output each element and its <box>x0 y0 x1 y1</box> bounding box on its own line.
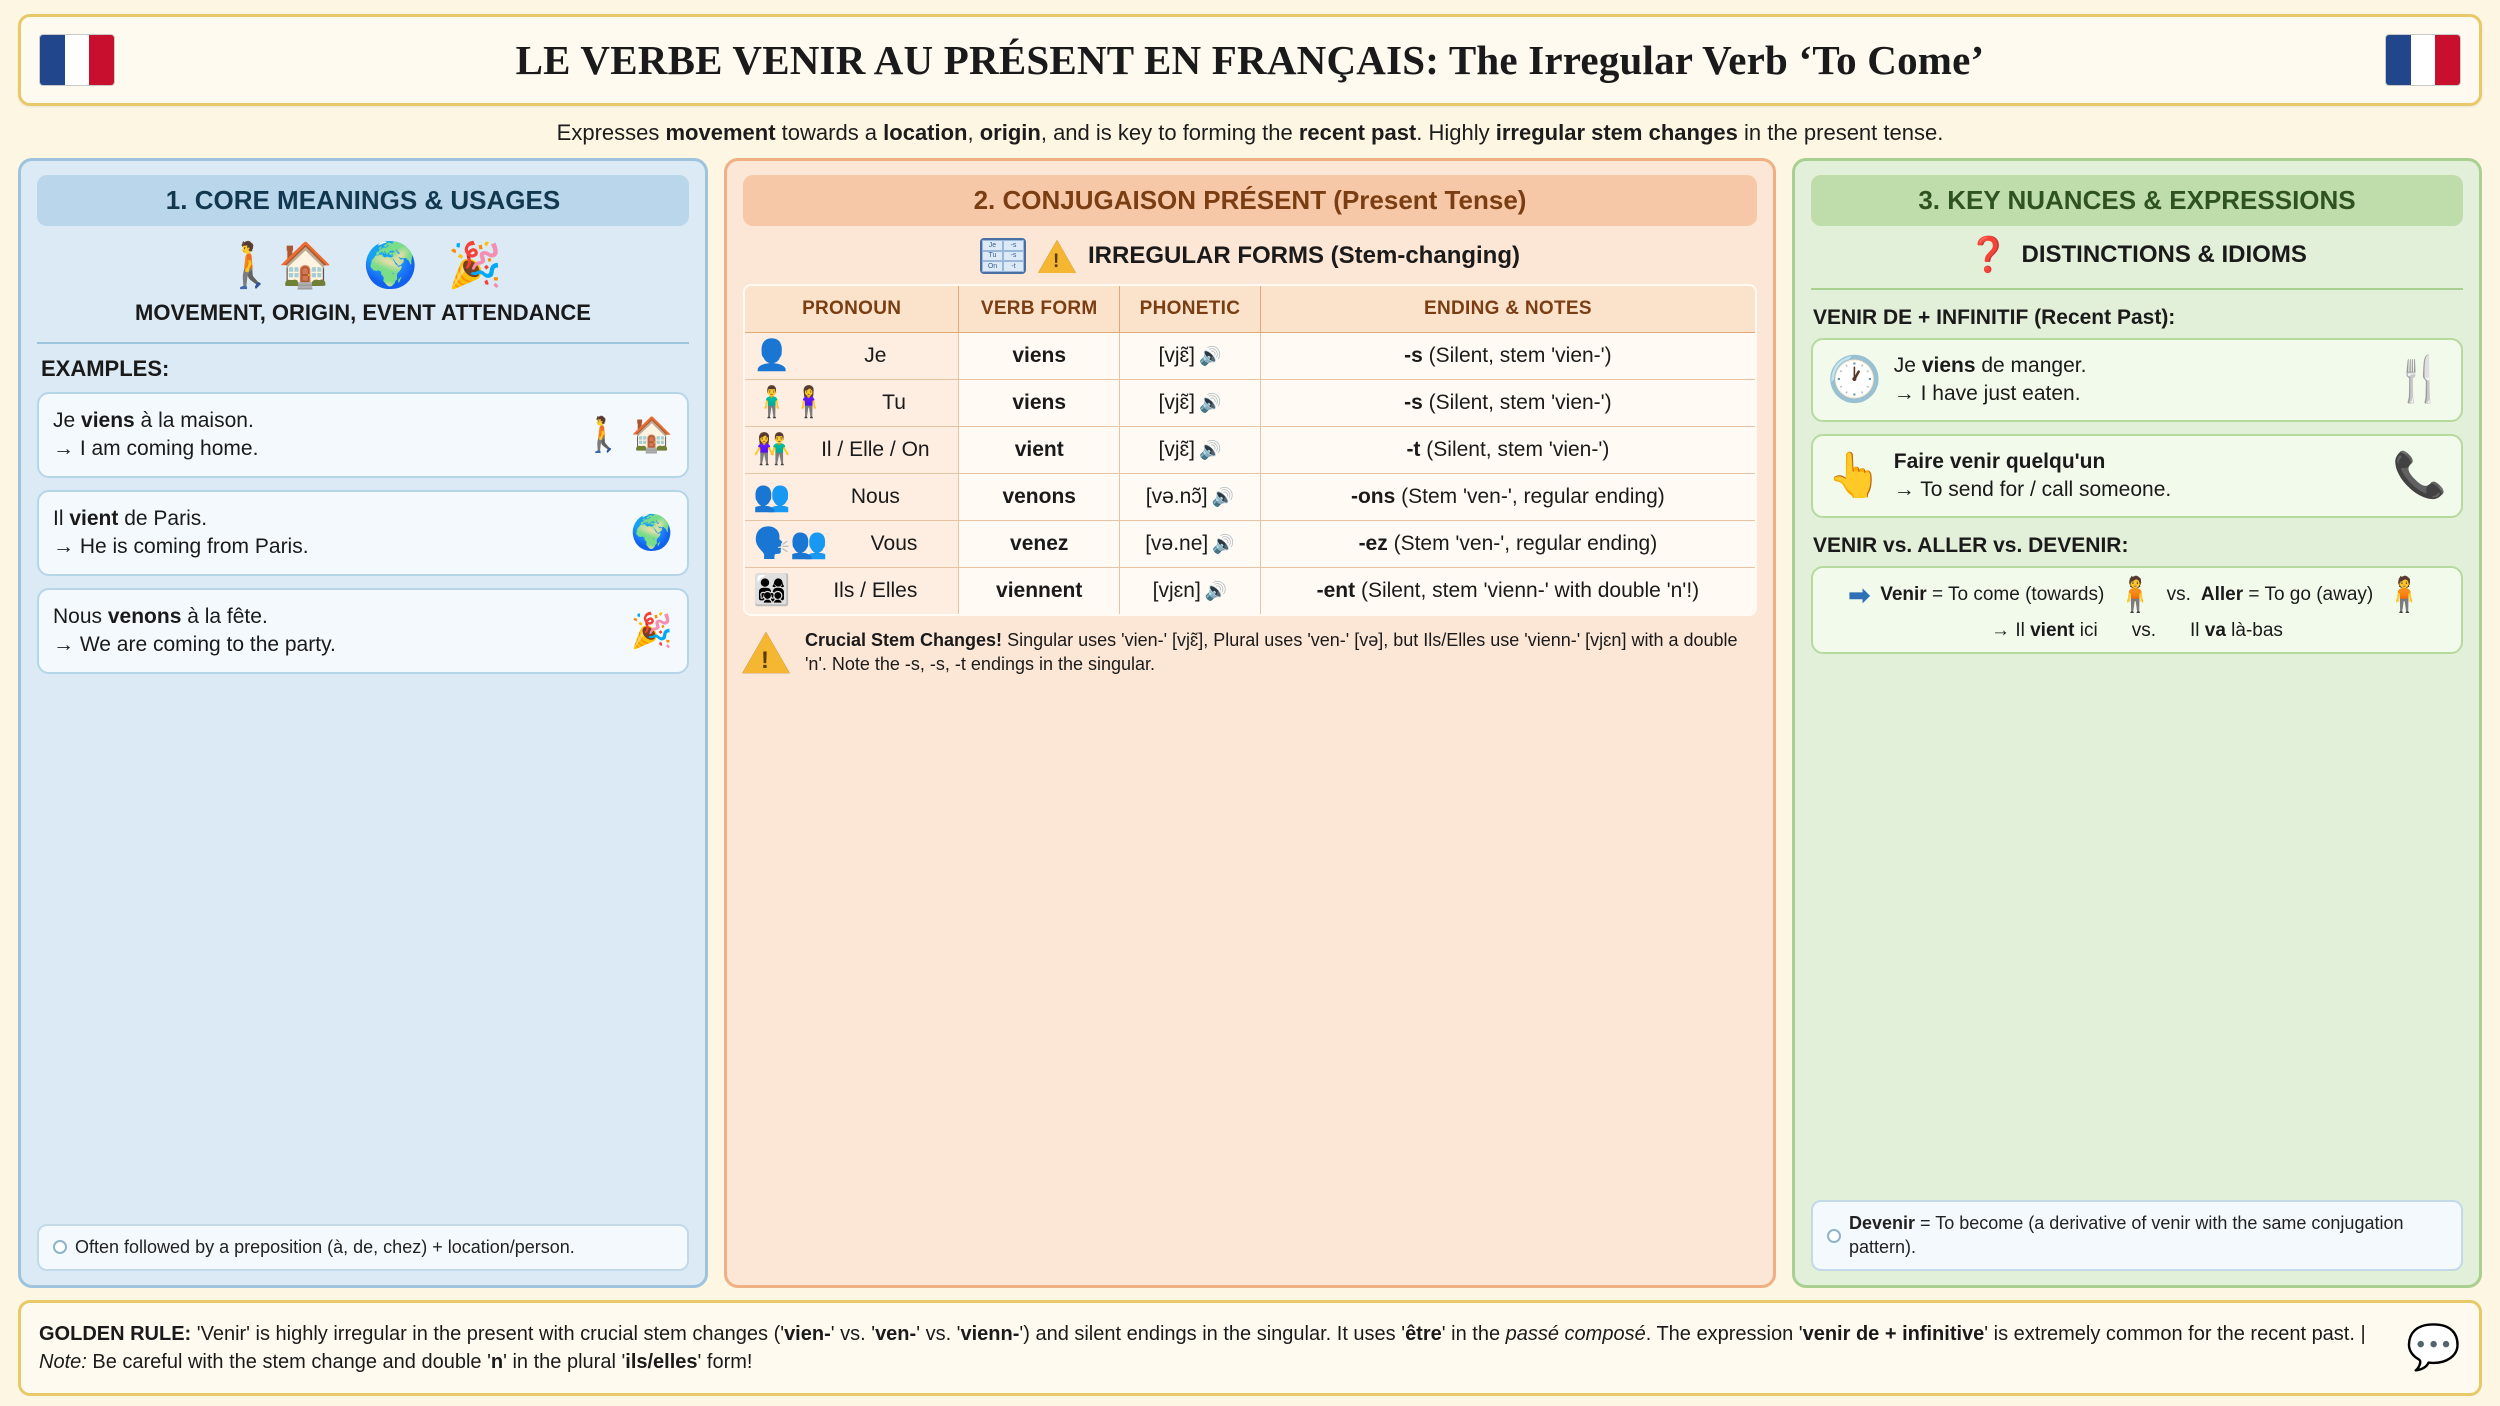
speaker-icon[interactable]: 🔊 <box>1211 487 1235 507</box>
cell-verb-form: vient <box>959 427 1120 474</box>
vs-example-right: Il va là-bas <box>2189 620 2283 641</box>
column1-icon-row <box>37 241 689 290</box>
cell-phonetic <box>1120 380 1261 427</box>
table-grid-icon: Je -s Tu -s On -t <box>980 238 1026 274</box>
example-fr-post: de Paris. <box>118 507 208 531</box>
warning-triangle-icon <box>742 632 790 673</box>
speaker-icon[interactable]: 🔊 <box>1198 346 1222 366</box>
cell-phonetic <box>1120 333 1261 380</box>
speaker-icon[interactable]: 🔊 <box>1204 581 1228 601</box>
pronoun-label: Il / Elle / On <box>821 438 930 461</box>
notes-rest: (Silent, stem 'vien-') <box>1422 343 1612 367</box>
distinctions-header <box>1811 238 2463 272</box>
cell-phonetic <box>1120 474 1261 521</box>
example-text <box>53 407 258 462</box>
venir-bold: Venir <box>1880 584 1927 606</box>
vs-example-left: → Il vient ici <box>1991 620 2098 641</box>
cell-verb-form: venons <box>959 474 1120 521</box>
speaker-icon[interactable]: 🔊 <box>1198 393 1222 413</box>
notes-bold: -t <box>1406 437 1421 461</box>
pronoun-label: Vous <box>870 532 918 555</box>
vs-comparison-row <box>1825 578 2449 612</box>
grey-person-icon: 🧍 <box>2383 576 2426 614</box>
distinctions-label: DISTINCTIONS & IDIOMS <box>2021 241 2307 268</box>
example-icons <box>631 516 673 550</box>
walking-person-icon: 🚶 <box>582 416 625 454</box>
notes-rest: (Stem 'ven-', regular ending) <box>1395 484 1665 508</box>
phonetic-text: [vjɛ̃] <box>1158 438 1195 461</box>
subtitle-part: , <box>967 120 980 145</box>
phonetic-text: [vjɛn] <box>1152 579 1201 602</box>
vs-example-row <box>1825 620 2449 642</box>
golden-rule-label: GOLDEN RULE: <box>39 1322 192 1345</box>
example-fr-bold: venons <box>107 605 182 629</box>
aller-bold: Aller <box>2200 584 2244 606</box>
cell-notes <box>1260 568 1756 616</box>
title-bar <box>18 14 2482 106</box>
column-header-pronoun: PRONOUN <box>744 285 959 333</box>
subtitle-bold: irregular stem changes <box>1495 120 1738 145</box>
column-header-phonetic: PHONETIC <box>1120 285 1261 333</box>
devenir-rest: = To become (a derivative of venir with the same conjugation pattern). <box>1849 1213 2404 1257</box>
column-core-meanings <box>18 158 708 1288</box>
subtitle-part: in the present tense. <box>1737 120 1944 145</box>
devenir-bold: Devenir <box>1849 1213 1916 1234</box>
venir-block <box>1880 583 2104 607</box>
ringing-phone-icon: 📞 <box>2392 451 2447 500</box>
example-translation: → We are coming to the party. <box>53 633 336 656</box>
party-popper-icon: 🎉 <box>447 241 503 290</box>
subtitle-bold: location <box>883 120 968 145</box>
example-fr-pre: Je <box>53 409 82 433</box>
man-and-woman-icon: 👫 <box>753 433 791 466</box>
example-fr-post: à la maison. <box>134 409 254 433</box>
example-text <box>53 603 336 658</box>
subtitle <box>18 120 2482 146</box>
page-title-main: LE VERBE VENIR AU PRÉSENT EN FRANÇAIS: <box>515 37 1440 83</box>
column-header-ending-notes: ENDING & NOTES <box>1260 285 1756 333</box>
phonetic-text: [vjɛ̃] <box>1158 391 1195 414</box>
column-conjugation <box>724 158 1776 1288</box>
group-of-three-icon: 👥 <box>753 480 791 513</box>
notes-bold: -ent <box>1316 578 1356 602</box>
cell-verb-form: viens <box>959 333 1120 380</box>
conjugation-table <box>743 284 1757 616</box>
french-flag-left-icon <box>39 34 115 86</box>
column2-heading: 2. CONJUGAISON PRÉSENT (Present Tense) <box>743 175 1757 226</box>
cell-notes <box>1260 521 1756 568</box>
column1-note-text: Often followed by a preposition (à, de, chez) + location/person. <box>75 1236 575 1257</box>
cell-phonetic <box>1120 521 1261 568</box>
crucial-stem-changes-note <box>743 628 1757 676</box>
faire-venir-text <box>1894 448 2380 504</box>
example-card <box>37 392 689 478</box>
subtitle-bold: movement <box>665 120 776 145</box>
subtitle-part: , and is key to forming the <box>1040 120 1299 145</box>
walking-person-to-house-icon: 🚶🏠 <box>223 241 333 290</box>
single-person-icon: 👤 <box>753 339 791 372</box>
cell-pronoun <box>744 380 959 427</box>
column1-note <box>37 1224 689 1271</box>
table-header-row <box>744 285 1756 333</box>
venir-rest: = To come (towards) <box>1926 584 2105 606</box>
page-title-sub: The Irregular Verb ‘To Come’ <box>1448 37 1985 83</box>
venir-vs-aller-card <box>1811 566 2463 654</box>
column-header-verb-form: VERB FORM <box>959 285 1120 333</box>
devenir-note <box>1811 1200 2463 1271</box>
column3-heading: 3. KEY NUANCES & EXPRESSIONS <box>1811 175 2463 226</box>
speech-bubble-icon: 💬 <box>2406 1323 2461 1372</box>
table-row <box>744 333 1756 380</box>
example-translation: → I am coming home. <box>53 437 259 460</box>
irregular-forms-header <box>743 238 1757 274</box>
notes-rest: (Silent, stem 'vien-') <box>1422 390 1612 414</box>
cell-notes <box>1260 380 1756 427</box>
cell-pronoun <box>744 474 959 521</box>
notes-rest: (Stem 'ven-', regular ending) <box>1387 531 1658 555</box>
example-translation: → He is coming from Paris. <box>53 535 309 558</box>
cell-pronoun <box>744 333 959 380</box>
cell-notes <box>1260 333 1756 380</box>
crucial-label: Crucial Stem Changes! <box>805 630 1003 650</box>
example-fr-post: à la fête. <box>181 605 268 629</box>
crucial-text: Singular uses 'vien-' [vjɛ̃], Plural uses 'ven-' [və], but Ils/Elles use 'vienn-' [vjɛn] with a double 'n'. Note the -s, -s, -t endings in the singular. <box>805 630 1738 675</box>
divider <box>37 342 689 344</box>
recent-past-label: VENIR DE + INFINITIF (Recent Past): <box>1813 306 2176 329</box>
example-fr-pre: Il <box>53 507 70 531</box>
card-translation: → I have just eaten. <box>1893 382 2081 405</box>
card-fr-bold: viens <box>1921 353 1976 377</box>
example-text <box>53 505 309 560</box>
column-key-nuances <box>1792 158 2482 1288</box>
notes-rest: (Silent, stem 'vienn-' with double 'n'!) <box>1355 578 1700 602</box>
table-row <box>744 521 1756 568</box>
cell-notes <box>1260 474 1756 521</box>
tag-hole-icon <box>1827 1229 1841 1243</box>
cell-pronoun <box>744 427 959 474</box>
notes-bold: -ons <box>1350 484 1396 508</box>
cell-pronoun <box>744 521 959 568</box>
phonetic-text: [vjɛ̃] <box>1158 344 1195 367</box>
cell-notes <box>1260 427 1756 474</box>
table-row <box>744 474 1756 521</box>
cell-verb-form: viens <box>959 380 1120 427</box>
example-card <box>37 490 689 576</box>
notes-bold: -ez <box>1358 531 1388 555</box>
globe-with-pin-icon: 🌍 <box>362 241 418 290</box>
fork-and-knife-icon: 🍴 <box>2392 355 2447 404</box>
recent-past-card <box>1811 338 2463 422</box>
phonetic-text: [və.ne] <box>1145 532 1209 555</box>
party-popper-icon: 🎉 <box>630 612 673 650</box>
page-title <box>115 36 2385 84</box>
card-translation: → To send for / call someone. <box>1893 478 2172 501</box>
house-icon: 🏠 <box>630 416 673 454</box>
subtitle-part: Expresses <box>556 120 666 145</box>
cell-pronoun <box>744 568 959 616</box>
arrow-right-icon: ➡ <box>1848 579 1871 610</box>
venir-vs-aller-label: VENIR vs. ALLER vs. DEVENIR: <box>1813 534 2129 557</box>
example-card <box>37 588 689 674</box>
warning-triangle-icon <box>1038 240 1076 273</box>
question-mark-refresh-icon: ❓ <box>1967 236 2010 274</box>
speaker-icon[interactable]: 🔊 <box>1198 440 1222 460</box>
subtitle-part: . Highly <box>1416 120 1496 145</box>
example-fr-bold: viens <box>81 409 135 433</box>
cell-verb-form: venez <box>959 521 1120 568</box>
faire-venir-card <box>1811 434 2463 518</box>
column1-caption: MOVEMENT, ORIGIN, EVENT ATTENDANCE <box>135 300 591 325</box>
blue-person-icon: 🧍 <box>2114 576 2157 614</box>
card-fr-pre: Je <box>1893 353 1922 377</box>
card-fr-bold: Faire venir quelqu'un <box>1893 449 2106 473</box>
example-icons <box>582 418 673 452</box>
subtitle-bold: recent past <box>1298 120 1417 145</box>
speaker-icon[interactable]: 🔊 <box>1212 534 1235 554</box>
pointing-hand-icon: 👆 <box>1827 451 1882 500</box>
example-icons <box>631 614 673 648</box>
notes-bold: -s <box>1404 343 1423 367</box>
subtitle-part: towards a <box>775 120 884 145</box>
group-talking-icon: 🗣️👥 <box>753 527 828 560</box>
golden-rule-text: GOLDEN RULE: 'Venir' is highly irregular in the present with crucial stem changes ('vien-' vs. 'ven-' vs. 'vienn-') and silent endings in the singular. It uses 'être' in the passé composé. The expression 'venir de + infinitive' is extremely common for the recent past. | Note: Be careful with the stem change and double 'n' in the plural 'ils/elles' form! <box>39 1322 2366 1373</box>
crowd-icon: 👨‍👩‍👧‍👦 <box>753 574 791 607</box>
divider <box>1811 288 2463 290</box>
pronoun-label: Je <box>864 344 887 367</box>
card-fr-post: de manger. <box>1975 353 2087 377</box>
recent-past-text <box>1894 352 2380 408</box>
pronoun-label: Ils / Elles <box>833 579 918 602</box>
french-flag-right-icon <box>2385 34 2461 86</box>
pronoun-label: Tu <box>882 391 906 414</box>
cell-verb-form: viennent <box>959 568 1120 616</box>
two-people-pointing-icon: 🧍‍♂️🧍‍♀️ <box>753 386 828 419</box>
irregular-forms-label: IRREGULAR FORMS (Stem-changing) <box>1088 242 1520 269</box>
column1-heading: 1. CORE MEANINGS & USAGES <box>37 175 689 226</box>
notes-bold: -s <box>1404 390 1423 414</box>
subtitle-bold: origin <box>979 120 1041 145</box>
aller-rest: = To go (away) <box>2243 584 2374 606</box>
cell-phonetic <box>1120 427 1261 474</box>
phonetic-text: [və.nɔ̃] <box>1145 485 1208 508</box>
columns-container <box>18 158 2482 1288</box>
table-row <box>744 380 1756 427</box>
golden-rule-bar <box>18 1300 2482 1396</box>
tag-hole-icon <box>53 1240 67 1254</box>
clock-icon: 🕐 <box>1827 355 1882 404</box>
table-row <box>744 568 1756 616</box>
examples-label: EXAMPLES: <box>41 356 170 381</box>
cell-phonetic <box>1120 568 1261 616</box>
example-fr-pre: Nous <box>53 605 108 629</box>
aller-block <box>2201 583 2373 607</box>
globe-with-pin-icon: 🌍 <box>630 514 673 552</box>
vs-word: vs. <box>2166 584 2191 606</box>
example-fr-bold: vient <box>69 507 119 531</box>
vs-word: vs. <box>2131 620 2156 641</box>
notes-rest: (Silent, stem 'vien-') <box>1420 437 1610 461</box>
table-row <box>744 427 1756 474</box>
pronoun-label: Nous <box>850 485 900 508</box>
